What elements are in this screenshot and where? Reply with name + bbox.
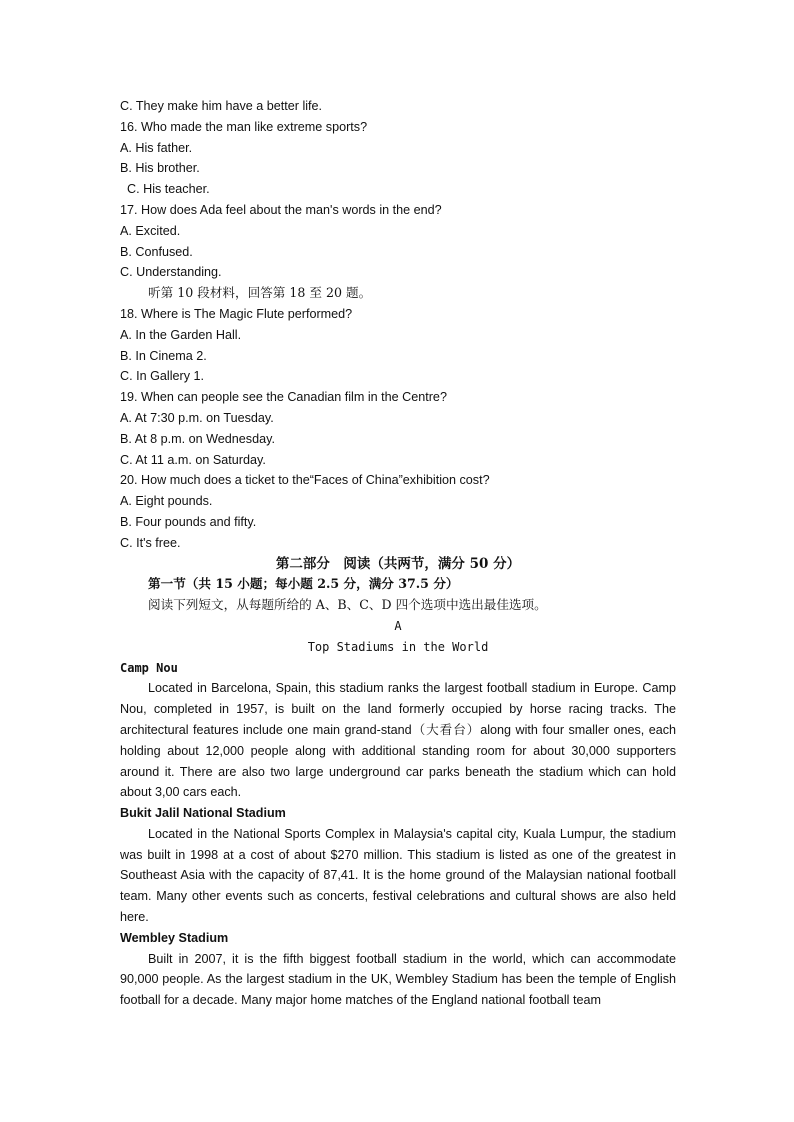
answer-option-16a: A. His father. xyxy=(120,140,193,155)
question-17: 17. How does Ada feel about the man's words in the end? xyxy=(120,202,442,217)
question-16: 16. Who made the man like extreme sports? xyxy=(120,119,368,134)
answer-option-17c: C. Understanding. xyxy=(120,265,222,280)
answer-option-18c: C. In Gallery 1. xyxy=(120,369,204,384)
stadium-section-camp-nou xyxy=(120,658,676,804)
chinese-gloss: （大看台） xyxy=(411,721,481,737)
listening-instruction-10: 听第 10 段材料，回答第 18 至 20 题。 xyxy=(148,285,372,301)
stadium-heading: Camp Nou xyxy=(120,660,178,675)
answer-option-17b: B. Confused. xyxy=(120,244,193,259)
question-19: 19. When can people see the Canadian film in the Centre? xyxy=(120,390,447,405)
answer-option-20c: C. It's free. xyxy=(120,535,181,550)
answer-option-18b: B. In Cinema 2. xyxy=(120,348,207,363)
answer-option-20b: B. Four pounds and fifty. xyxy=(120,514,257,529)
stadium-paragraph: Built in 2007, it is the fifth biggest football stadium in the world, which can accommodate 90,000 people. As the largest stadium in the UK, Wembley Stadium has been the temple of English football for a decade. Many major home matches of the England national football team xyxy=(120,951,676,1008)
stadium-paragraph: Located in the National Sports Complex in Malaysia's capital city, Kuala Lumpur, the stadium was built in 1998 at a cost of about $270 million. This stadium is listed as one of the greatest in Southeast Asia with the capacity of 87,41. It is the home ground of the Malaysian national football team. Many other events such as concerts, festival celebrations and cultural shows are also held here. xyxy=(120,826,676,925)
stadium-heading: Bukit Jalil National Stadium xyxy=(120,806,286,821)
passage-title: Top Stadiums in the World xyxy=(307,639,489,654)
answer-option-19a: A. At 7:30 p.m. on Tuesday. xyxy=(120,410,274,425)
stadium-section-wembley xyxy=(120,928,676,1011)
document-content xyxy=(120,96,676,1011)
part-two-title: 第二部分 阅读（共两节，满分 50 分） xyxy=(275,555,521,572)
answer-option-18a: A. In the Garden Hall. xyxy=(120,327,242,342)
passage-letter: A xyxy=(394,618,402,633)
reading-instruction: 阅读下列短文，从每题所给的 A、B、C、D 四个选项中选出最佳选项。 xyxy=(148,597,547,613)
paragraph-text: Located in Barcelona, Spain, this stadium ranks the largest football stadium in Europe. Camp Nou, completed in 1957, is built on the land formerly occupied by horse racing tracks. The architectural features include one main grand-stand xyxy=(120,681,676,737)
answer-option-15c: C. They make him have a better life. xyxy=(120,99,323,113)
stadium-paragraph xyxy=(120,678,676,803)
listening-items-group-2 xyxy=(120,304,676,554)
answer-option-19b: B. At 8 p.m. on Wednesday. xyxy=(120,431,275,446)
answer-option-16c: C. His teacher. xyxy=(127,182,210,197)
question-20: 20. How much does a ticket to the“Faces of China”exhibition cost? xyxy=(120,473,490,488)
stadium-section-bukit-jalil xyxy=(120,803,676,928)
stadium-heading: Wembley Stadium xyxy=(120,930,229,945)
answer-option-16b: B. His brother. xyxy=(120,161,200,176)
section-one-title: 第一节（共 15 小题；每小题 2.5 分，满分 37.5 分） xyxy=(148,576,459,592)
listening-items-group-1 xyxy=(120,96,676,283)
answer-option-17a: A. Excited. xyxy=(120,223,181,238)
answer-option-20a: A. Eight pounds. xyxy=(120,494,213,509)
paragraph-text-continued: along with four smaller ones, each holding about 12,000 people along with additional standing room for about 30,000 supporters around it. There are also two large underground car parks beneath the stadium which can hold about 3,00 cars each. xyxy=(120,722,677,800)
answer-option-19c: C. At 11 a.m. on Saturday. xyxy=(120,452,266,467)
question-18: 18. Where is The Magic Flute performed? xyxy=(120,306,353,321)
